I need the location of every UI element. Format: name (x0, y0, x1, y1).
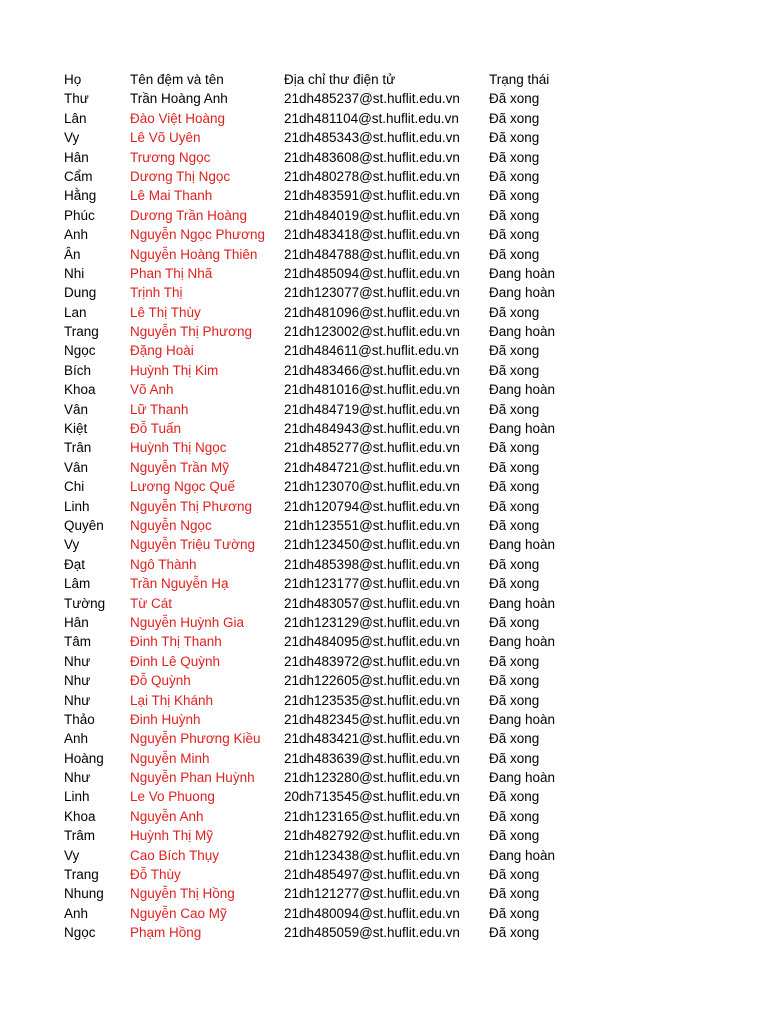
cell-email: 21dh120794@st.huflit.edu.vn (284, 498, 460, 514)
cell-ten: Cao Bích Thụy (130, 847, 220, 863)
cell-ten: Phan Thị Nhã (130, 265, 213, 281)
cell-email: 20dh713545@st.huflit.edu.vn (284, 789, 460, 805)
cell-ho: Hoàng (64, 750, 104, 766)
cell-email: 21dh481096@st.huflit.edu.vn (284, 304, 460, 320)
cell-status: Đã xong (489, 459, 540, 475)
cell-ho: Dung (64, 285, 97, 301)
table-row (64, 148, 704, 167)
table-row (64, 904, 704, 923)
cell-ho: Linh (64, 498, 90, 514)
cell-ten: Nguyễn Minh (130, 750, 210, 766)
cell-email: 21dh484943@st.huflit.edu.vn (284, 421, 460, 437)
table-row (64, 846, 704, 865)
cell-ho: Tâm (64, 634, 91, 650)
student-table (64, 70, 704, 943)
cell-status: Đang hoàn (489, 770, 556, 786)
table-row (64, 186, 704, 205)
header-ho: Họ (64, 72, 82, 87)
cell-email: 21dh483418@st.huflit.edu.vn (284, 227, 460, 243)
table-row (64, 380, 704, 399)
cell-ho: Lân (64, 110, 87, 126)
cell-ho: Phúc (64, 207, 95, 223)
table-row (64, 322, 704, 341)
cell-ten: Đinh Lê Quỳnh (130, 653, 221, 669)
cell-email: 21dh484611@st.huflit.edu.vn (284, 343, 459, 359)
cell-email: 21dh123165@st.huflit.edu.vn (284, 808, 460, 824)
table-row (64, 787, 704, 806)
cell-ten: Đỗ Tuấn (130, 421, 182, 437)
cell-ten: Đinh Thị Thanh (130, 634, 222, 650)
table-row (64, 826, 704, 845)
cell-email: 21dh483639@st.huflit.edu.vn (284, 750, 460, 766)
cell-email: 21dh123438@st.huflit.edu.vn (284, 847, 460, 863)
cell-ten: Lê Thị Thùy (130, 304, 201, 320)
table-row (64, 865, 704, 884)
cell-ho: Hằng (64, 188, 97, 204)
cell-status: Đã xong (489, 731, 540, 747)
table-row (64, 652, 704, 671)
cell-email: 21dh123177@st.huflit.edu.vn (284, 576, 460, 592)
table-row (64, 807, 704, 826)
cell-ho: Nhung (64, 886, 104, 902)
cell-status: Đã xong (489, 168, 540, 184)
cell-ten: Lê Võ Uyên (130, 130, 201, 146)
cell-email: 21dh485343@st.huflit.edu.vn (284, 130, 460, 146)
cell-email: 21dh481104@st.huflit.edu.vn (284, 110, 459, 126)
header-email: Địa chỉ thư điện tử (284, 72, 396, 87)
cell-ho: Vy (64, 130, 80, 146)
cell-ho: Hân (64, 149, 89, 165)
table-row (64, 89, 704, 108)
table-row (64, 109, 704, 128)
cell-ho: Ngọc (64, 925, 96, 941)
cell-status: Đang hoàn (489, 711, 556, 727)
table-row (64, 206, 704, 225)
cell-status: Đã xong (489, 227, 540, 243)
cell-email: 21dh483608@st.huflit.edu.vn (284, 149, 460, 165)
table-row (64, 264, 704, 283)
table-row (64, 632, 704, 651)
cell-ho: Quyên (64, 517, 104, 533)
cell-ten: Nguyễn Ngọc (130, 517, 212, 533)
cell-status: Đã xong (489, 556, 540, 572)
table-row (64, 458, 704, 477)
cell-ten: Lữ Thanh (130, 401, 189, 417)
cell-status: Đã xong (489, 653, 540, 669)
cell-ten: Từ Cát (130, 595, 173, 611)
cell-ho: Lan (64, 304, 87, 320)
cell-email: 21dh483466@st.huflit.edu.vn (284, 362, 460, 378)
table-row (64, 283, 704, 302)
header-status: Trạng thái (489, 72, 550, 87)
cell-ho: Như (64, 673, 91, 689)
table-row (64, 400, 704, 419)
cell-status: Đang hoàn (489, 537, 556, 553)
table-row (64, 167, 704, 186)
table-row (64, 516, 704, 535)
table-row (64, 361, 704, 380)
cell-ten: Nguyễn Triệu Tường (130, 537, 255, 553)
cell-ten: Đào Việt Hoàng (130, 110, 226, 126)
cell-ho: Linh (64, 789, 90, 805)
cell-ten: Đỗ Thùy (130, 867, 181, 883)
header-ten: Tên đệm và tên (130, 72, 224, 87)
cell-status: Đã xong (489, 401, 540, 417)
cell-status: Đã xong (489, 614, 540, 630)
cell-ho: Ngọc (64, 343, 96, 359)
cell-status: Đang hoàn (489, 285, 556, 301)
cell-ten: Nguyễn Phương Kiều (130, 731, 261, 747)
cell-email: 21dh122605@st.huflit.edu.vn (284, 673, 460, 689)
header-row (64, 70, 704, 89)
cell-ten: Nguyễn Phan Huỳnh (130, 770, 255, 786)
cell-ho: Nhi (64, 265, 85, 281)
cell-ho: Khoa (64, 808, 96, 824)
cell-ho: Tường (64, 595, 106, 611)
cell-email: 21dh481016@st.huflit.edu.vn (284, 382, 460, 398)
cell-status: Đã xong (489, 246, 540, 262)
cell-ho: Trang (64, 867, 99, 883)
cell-ten: Đinh Huỳnh (130, 711, 201, 727)
cell-email: 21dh485059@st.huflit.edu.vn (284, 925, 460, 941)
cell-ten: Đỗ Quỳnh (130, 673, 191, 689)
cell-ten: Phạm Hồng (130, 925, 202, 941)
cell-ho: Đạt (64, 556, 86, 572)
cell-ten: Dương Trần Hoàng (130, 207, 247, 223)
cell-status: Đã xong (489, 576, 540, 592)
cell-ho: Như (64, 770, 91, 786)
cell-ten: Nguyễn Anh (130, 808, 204, 824)
cell-status: Đã xong (489, 110, 540, 126)
cell-email: 21dh483591@st.huflit.edu.vn (284, 188, 460, 204)
cell-ho: Vân (64, 401, 89, 417)
cell-email: 21dh123551@st.huflit.edu.vn (284, 517, 460, 533)
cell-email: 21dh482345@st.huflit.edu.vn (284, 711, 460, 727)
cell-email: 21dh123077@st.huflit.edu.vn (284, 285, 460, 301)
cell-email: 21dh485398@st.huflit.edu.vn (284, 556, 460, 572)
cell-status: Đã xong (489, 304, 540, 320)
cell-ten: Nguyễn Thị Phương (130, 324, 252, 340)
cell-ten: Nguyễn Thị Phương (130, 498, 252, 514)
cell-ten: Huỳnh Thị Kim (130, 362, 219, 378)
table-row (64, 303, 704, 322)
cell-status: Đã xong (489, 91, 540, 107)
table-row (64, 884, 704, 903)
cell-status: Đã xong (489, 362, 540, 378)
cell-status: Đã xong (489, 149, 540, 165)
cell-ho: Như (64, 653, 91, 669)
cell-ten: Lê Mai Thanh (130, 188, 213, 204)
table-row (64, 245, 704, 264)
cell-email: 21dh123280@st.huflit.edu.vn (284, 770, 460, 786)
cell-status: Đã xong (489, 479, 540, 495)
cell-email: 21dh480278@st.huflit.edu.vn (284, 168, 460, 184)
cell-ten: Đặng Hoài (130, 343, 194, 359)
cell-email: 21dh483057@st.huflit.edu.vn (284, 595, 460, 611)
cell-ten: Dương Thị Ngọc (130, 168, 231, 184)
cell-ten: Trần Nguyễn Hạ (130, 576, 229, 592)
cell-ho: Trâm (64, 828, 95, 844)
cell-ho: Anh (64, 731, 89, 747)
table-row (64, 497, 704, 516)
cell-ten: Huỳnh Thị Mỹ (130, 828, 214, 844)
cell-ho: Thư (64, 91, 89, 107)
cell-ho: Vân (64, 459, 89, 475)
cell-status: Đang hoàn (489, 595, 556, 611)
cell-ten: Lương Ngọc Quế (130, 479, 235, 495)
cell-ten: Nguyễn Huỳnh Gia (130, 614, 245, 630)
cell-email: 21dh485277@st.huflit.edu.vn (284, 440, 460, 456)
cell-status: Đã xong (489, 673, 540, 689)
cell-email: 21dh123070@st.huflit.edu.vn (284, 479, 460, 495)
cell-status: Đang hoàn (489, 634, 556, 650)
cell-email: 21dh484721@st.huflit.edu.vn (284, 459, 460, 475)
cell-ho: Bích (64, 362, 92, 378)
cell-email: 21dh485237@st.huflit.edu.vn (284, 91, 460, 107)
cell-ho: Trang (64, 324, 99, 340)
cell-email: 21dh482792@st.huflit.edu.vn (284, 828, 460, 844)
table-row (64, 477, 704, 496)
cell-status: Đã xong (489, 886, 540, 902)
cell-ten: Huỳnh Thị Ngọc (130, 440, 227, 456)
cell-email: 21dh485497@st.huflit.edu.vn (284, 867, 460, 883)
table-row (64, 225, 704, 244)
cell-status: Đã xong (489, 789, 540, 805)
cell-email: 21dh123450@st.huflit.edu.vn (284, 537, 460, 553)
table-body (64, 89, 704, 942)
cell-ho: Hân (64, 614, 89, 630)
cell-ho: Ân (64, 246, 81, 262)
table-row (64, 749, 704, 768)
table-row (64, 574, 704, 593)
cell-ho: Vy (64, 847, 80, 863)
cell-ho: Anh (64, 905, 89, 921)
table-row (64, 594, 704, 613)
table-row (64, 341, 704, 360)
cell-ten: Nguyễn Ngọc Phương (130, 227, 265, 243)
cell-status: Đã xong (489, 188, 540, 204)
table-row (64, 438, 704, 457)
cell-ho: Chi (64, 479, 85, 495)
cell-email: 21dh484095@st.huflit.edu.vn (284, 634, 460, 650)
table-row (64, 128, 704, 147)
cell-ten: Lại Thị Khánh (130, 692, 214, 708)
cell-ho: Kiệt (64, 421, 88, 437)
cell-status: Đã xong (489, 905, 540, 921)
cell-status: Đang hoàn (489, 382, 556, 398)
cell-email: 21dh123002@st.huflit.edu.vn (284, 324, 460, 340)
table-row (64, 710, 704, 729)
cell-email: 21dh484788@st.huflit.edu.vn (284, 246, 460, 262)
table-row (64, 419, 704, 438)
cell-status: Đã xong (489, 207, 540, 223)
cell-ho: Cẩm (64, 168, 93, 184)
cell-status: Đã xong (489, 750, 540, 766)
cell-email: 21dh485094@st.huflit.edu.vn (284, 265, 460, 281)
cell-email: 21dh483972@st.huflit.edu.vn (284, 653, 460, 669)
cell-status: Đang hoàn (489, 421, 556, 437)
cell-email: 21dh123535@st.huflit.edu.vn (284, 692, 460, 708)
cell-ho: Vy (64, 537, 80, 553)
table-row (64, 923, 704, 942)
cell-ho: Thảo (64, 711, 95, 727)
cell-email: 21dh121277@st.huflit.edu.vn (284, 886, 460, 902)
cell-status: Đã xong (489, 808, 540, 824)
cell-email: 21dh123129@st.huflit.edu.vn (284, 614, 460, 630)
cell-ho: Lâm (64, 576, 91, 592)
cell-email: 21dh484019@st.huflit.edu.vn (284, 207, 460, 223)
cell-status: Đã xong (489, 828, 540, 844)
cell-ten: Nguyễn Trần Mỹ (130, 459, 230, 475)
cell-status: Đã xong (489, 867, 540, 883)
cell-ten: Nguyễn Hoàng Thiên (130, 246, 258, 262)
cell-status: Đang hoàn (489, 847, 556, 863)
cell-status: Đã xong (489, 130, 540, 146)
cell-ten: Le Vo Phuong (130, 789, 215, 805)
cell-email: 21dh483421@st.huflit.edu.vn (284, 731, 460, 747)
cell-ten: Trịnh Thị (130, 285, 183, 301)
cell-ho: Trân (64, 440, 92, 456)
cell-ho: Như (64, 692, 91, 708)
table-row (64, 613, 704, 632)
cell-ten: Võ Anh (130, 382, 174, 398)
cell-ho: Khoa (64, 382, 96, 398)
cell-status: Đã xong (489, 517, 540, 533)
table-row (64, 768, 704, 787)
cell-status: Đã xong (489, 343, 540, 359)
cell-status: Đã xong (489, 925, 540, 941)
cell-status: Đang hoàn (489, 265, 556, 281)
table-row (64, 535, 704, 554)
cell-ten: Trương Ngọc (130, 149, 211, 165)
cell-ho: Anh (64, 227, 89, 243)
table-row (64, 555, 704, 574)
table-row (64, 671, 704, 690)
cell-email: 21dh484719@st.huflit.edu.vn (284, 401, 460, 417)
cell-ten: Trần Hoàng Anh (130, 91, 228, 107)
cell-ten: Nguyễn Thị Hồng (130, 886, 235, 902)
cell-ten: Nguyễn Cao Mỹ (130, 905, 227, 921)
cell-status: Đã xong (489, 692, 540, 708)
cell-status: Đã xong (489, 498, 540, 514)
cell-status: Đang hoàn (489, 324, 556, 340)
table-row (64, 729, 704, 748)
cell-email: 21dh480094@st.huflit.edu.vn (284, 905, 460, 921)
cell-ten: Ngô Thành (130, 556, 197, 572)
cell-status: Đã xong (489, 440, 540, 456)
table-row (64, 691, 704, 710)
